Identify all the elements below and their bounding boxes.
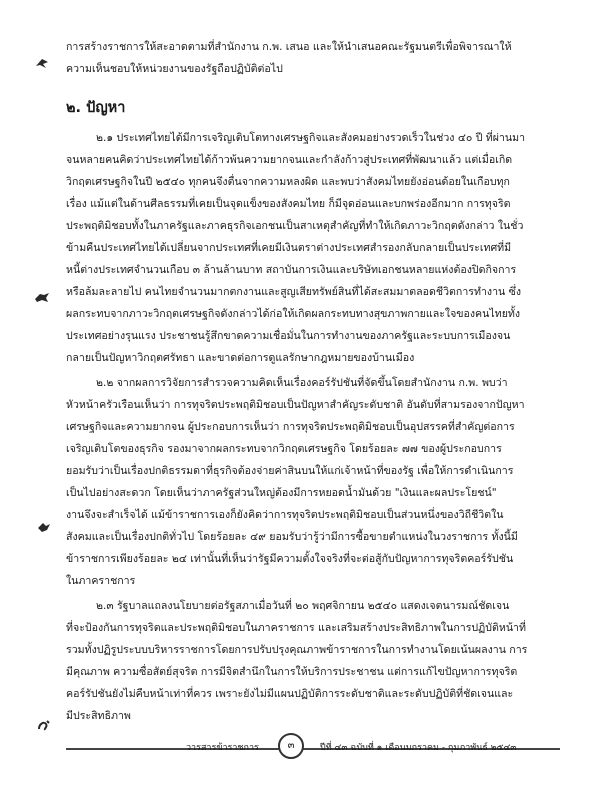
body-line: กลายเป็นปัญหาวิกฤตศรัทธา และขาดต่อการดูแลรักษากฎหมายของบ้านเมือง xyxy=(66,352,415,364)
margin-ink-mark xyxy=(36,718,52,732)
body-line: ประเทศอย่างรุนแรง ประชาชนรู้สึกขาดความเชื่อมั่นในการทำงานของภาครัฐและระบบการเมืองจน xyxy=(66,330,511,342)
margin-ink-mark xyxy=(34,56,50,70)
margin-ink-mark xyxy=(34,290,50,304)
body-line: ในภาคราชการ xyxy=(66,575,136,587)
margin-ink-mark xyxy=(36,520,52,534)
body-line: ๒.๓ รัฐบาลแถลงนโยบายต่อรัฐสภาเมื่อวันที่ ๒๐ พฤศจิกายน ๒๕๔๐ แสดงเจตนารมณ์ชัดเจน xyxy=(96,600,510,612)
body-line: ยอมรับว่าเป็นเรื่องปกติธรรมดาที่ธุรกิจต้องจ่ายค่าสินบนให้แก่เจ้าหน้าที่ของรัฐ เพื่อให้การดำเนินการ xyxy=(66,465,514,477)
body-line: ผลกระทบจากภาวะวิกฤตเศรษฐกิจดังกล่าวได้ก่อให้เกิดผลกระทบทางสุขภาพกายและใจของคนไทยทั้ง xyxy=(66,308,521,320)
body-line: คอร์รัปชันยังไม่คืบหน้าเท่าที่ควร เพราะยังไม่มีแผนปฏิบัติการระดับชาติและระดับปฏิบัติที่ชัดเจนและ xyxy=(66,688,514,700)
body-line: การสร้างราชการให้สะอาดตามที่สำนักงาน ก.พ. เสนอ และให้นำเสนอคณะรัฐมนตรีเพื่อพิจารณาให้ xyxy=(66,41,512,53)
body-line: ๒.๒ จากผลการวิจัยการสำรวจความคิดเห็นเรื่องคอร์รัปชันที่จัดขึ้นโดยสำนักงาน ก.พ. พบว่า xyxy=(96,377,508,389)
body-line: เป็นไปอย่างสะดวก โดยเห็นว่าภาครัฐส่วนใหญ่ต้องมีการหยอดน้ำมันด้วย "เงินและผลประโยชน์" xyxy=(66,487,497,499)
body-line: จนหลายคนคิดว่าประเทศไทยได้ก้าวพ้นความยากจนและกำลังก้าวสู่ประเทศที่พัฒนาแล้ว แต่เมื่อเกิด xyxy=(66,154,513,166)
page-number-emblem xyxy=(278,733,304,759)
body-line: หรือล้มละลายไป คนไทยจำนวนมากตกงานและสูญเสียทรัพย์สินที่ได้สะสมมาตลอดชีวิตการทำงาน ซึ่ง xyxy=(66,286,522,298)
page-number: ๓ xyxy=(287,740,295,751)
body-line: ที่จะป้องกันการทุจริตและประพฤติมิชอบในภาคราชการ และเสริมสร้างประสิทธิภาพในการปฏิบัติหน้าที่ xyxy=(66,622,526,634)
section-heading: ๒. ปัญหา xyxy=(66,100,126,116)
body-line: ข้าราชการเพียงร้อยละ ๒๔ เท่านั้นที่เห็นว่ารัฐมีความตั้งใจจริงที่จะต่อสู้กับปัญหาการทุจริตคอร์รัปชัน xyxy=(66,553,514,565)
body-line: ประพฤติมิชอบทั้งในภาครัฐและภาคธุรกิจเอกชนเป็นสาเหตุสำคัญที่ทำให้เกิดภาวะวิกฤตดังกล่าว ในชั่ว xyxy=(66,220,524,232)
body-line: เรื่อง แม้แต่ในด้านศีลธรรมที่เคยเป็นจุดแข็งของสังคมไทย ก็มีจุดอ่อนและบกพร่องอีกมาก การทุจริต xyxy=(66,198,511,210)
body-line: สังคมและเป็นเรื่องปกติทั่วไป โดยร้อยละ ๔๙ ยอมรับว่ารู้ว่ามีการซื้อขายตำแหน่งในวงราชการ ทั้งนี้มี xyxy=(66,531,518,543)
body-line: หนี้ต่างประเทศจำนวนเกือบ ๓ ล้านล้านบาท สถาบันการเงินและบริษัทเอกชนหลายแห่งต้องปิดกิจการ xyxy=(66,264,517,276)
body-line: วิกฤตเศรษฐกิจในปี ๒๕๔๐ ทุกคนจึงตื่นจากความหลงผิด และพบว่าสังคมไทยยังอ่อนด้อยในเกือบทุก xyxy=(66,176,510,188)
body-line: มีประสิทธิภาพ xyxy=(66,710,131,722)
footer-issue-info: ปีที่ ๔๓ ฉบับที่ ๑ เดือนมกราคม - กุมภาพันธ์ ๒๕๔๓ xyxy=(320,743,517,753)
body-line: เศรษฐกิจและความยากจน ผู้ประกอบการเห็นว่า การทุจริตประพฤติมิชอบเป็นอุปสรรคที่สำคัญต่อการ xyxy=(66,421,515,433)
body-line: งานจึงจะสำเร็จได้ แม้ข้าราชการเองก็ยังคิดว่าการทุจริตประพฤติมิชอบเป็นส่วนหนึ่งของวิถีชีวิตใน xyxy=(66,509,504,521)
body-line: รวมทั้งปฏิรูประบบบริหารราชการโดยการปรับปรุงคุณภาพข้าราชการในการทำงานโดยเน้นผลงาน การ xyxy=(66,644,528,656)
body-line: หัวหน้าครัวเรือนเห็นว่า การทุจริตประพฤติมิชอบเป็นปัญหาสำคัญระดับชาติ อันดับที่สามรองจากปัญหา xyxy=(66,399,525,411)
body-line: ความเห็นชอบให้หน่วยงานของรัฐถือปฏิบัติต่อไป xyxy=(66,63,283,75)
body-line: ๒.๑ ประเทศไทยได้มีการเจริญเติบโตทางเศรษฐกิจและสังคมอย่างรวดเร็วในช่วง ๔๐ ปี ที่ผ่านมา xyxy=(96,132,526,144)
footer-journal-name: วารสารข้าราชการ xyxy=(186,743,259,753)
body-line: มีคุณภาพ ความซื่อสัตย์สุจริต การมีจิตสำนึกในการให้บริการประชาชน แต่การแก้ไขปัญหาการทุจริต xyxy=(66,666,518,678)
body-line: ข้ามคืนประเทศไทยได้เปลี่ยนจากประเทศที่เคยมีเงินตราต่างประเทศสำรองกลับกลายเป็นประเทศที่มี xyxy=(66,242,512,254)
body-line: เจริญเติบโตของธุรกิจ รองมาจากผลกระทบจากวิกฤตเศรษฐกิจ โดยร้อยละ ๗๗ ของผู้ประกอบการ xyxy=(66,443,502,455)
